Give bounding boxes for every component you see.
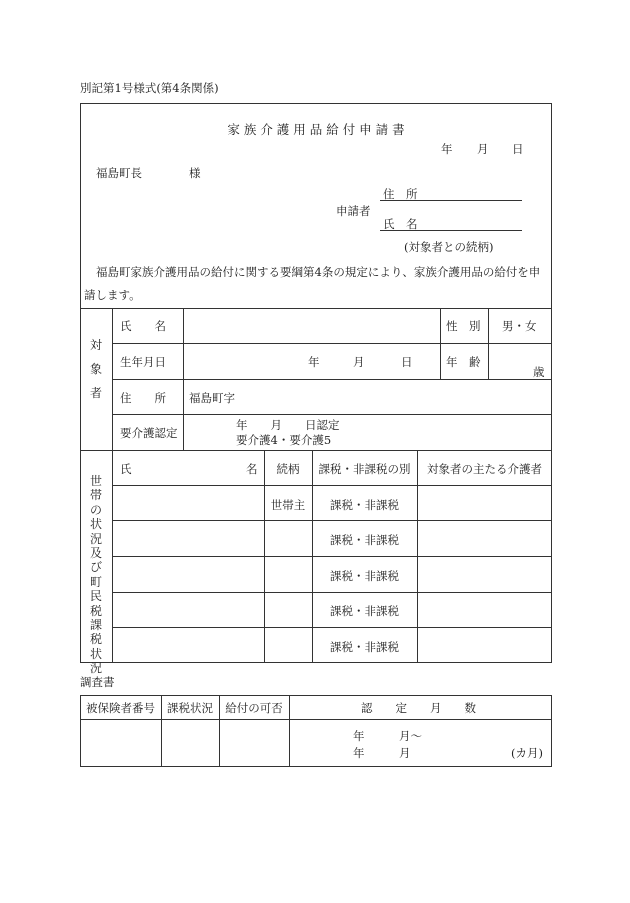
subject-section-label: 対象者 [89, 338, 102, 400]
birth-date-label: 生年月日 [120, 355, 166, 369]
survey-approval-header: 給付の可否 [225, 701, 283, 715]
survey-title: 調査書 [80, 675, 115, 689]
divider [112, 592, 552, 593]
applicant-name-field[interactable] [380, 230, 522, 231]
divider [112, 414, 552, 415]
applicant-name-label: 氏 名 [383, 217, 418, 231]
divider [183, 308, 184, 450]
date-day-label: 日 [512, 142, 524, 156]
divider [289, 695, 290, 767]
date-year-label: 年 [441, 142, 453, 156]
birth-year-label: 年 [308, 355, 320, 369]
household-row-2-tax[interactable]: 課税・非課税 [330, 533, 399, 547]
survey-tax-status-header: 課税状況 [167, 701, 213, 715]
birth-month-label: 月 [353, 355, 365, 369]
care-certification-date: 年 月 日認定 [236, 418, 340, 432]
age-label: 年 齢 [446, 355, 481, 369]
sex-value: 男・女 [502, 319, 537, 333]
applicant-address-label: 住 所 [383, 187, 418, 201]
divider [112, 379, 552, 380]
household-row-1-relation: 世帯主 [270, 498, 306, 512]
birth-day-label: 日 [401, 355, 413, 369]
household-section-label: 世帯の状況及び町民税課税状況 [89, 474, 102, 676]
care-level-options: 要介護4・要介護5 [236, 433, 332, 447]
household-caregiver-header: 対象者の主たる介護者 [427, 462, 542, 476]
survey-from-line: 年 月～ [353, 729, 422, 743]
divider [80, 308, 552, 309]
honorific: 様 [189, 166, 201, 180]
survey-months-header: 認 定 月 数 [361, 701, 476, 715]
divider [112, 520, 552, 521]
household-relation-header: 続柄 [276, 462, 300, 476]
applicant-address-field[interactable] [380, 200, 522, 201]
relation-note: (対象者との続柄) [404, 240, 494, 254]
sex-label: 性 別 [446, 319, 481, 333]
household-row-5-tax[interactable]: 課税・非課税 [330, 640, 399, 654]
divider [112, 485, 552, 486]
body-text-line-1: 福島町家族介護用品の給付に関する要綱第4条の規定により、家族介護用品の給付を申 [96, 265, 541, 279]
divider [440, 308, 441, 379]
form-number-label: 別記第1号様式(第4条関係) [80, 81, 219, 95]
household-name-header-b: 名 [246, 462, 258, 476]
applicant-label: 申請者 [336, 204, 371, 218]
household-tax-header: 課税・非課税の別 [318, 462, 411, 476]
form-title: 家 族 介 護 用 品 給 付 申 請 書 [227, 122, 405, 137]
subject-address-label: 住 所 [120, 391, 166, 405]
divider [112, 343, 552, 344]
divider [80, 450, 552, 451]
survey-to-line: 年 月 [353, 746, 411, 760]
household-row-3-tax[interactable]: 課税・非課税 [330, 569, 399, 583]
survey-months-unit: (カ月) [511, 746, 543, 760]
divider [112, 627, 552, 628]
divider [488, 308, 489, 379]
body-text-line-2: 請します。 [84, 288, 141, 302]
divider [112, 556, 552, 557]
age-unit: 歳 [533, 365, 545, 379]
addressee: 福島町長 [96, 166, 142, 180]
household-row-1-tax[interactable]: 課税・非課税 [330, 498, 399, 512]
survey-insured-number-header: 被保険者番号 [86, 701, 155, 715]
household-row-4-tax[interactable]: 課税・非課税 [330, 604, 399, 618]
subject-address-value: 福島町字 [189, 391, 235, 405]
subject-name-label: 氏 名 [120, 319, 166, 333]
divider [80, 719, 552, 720]
subject-name-field[interactable] [189, 318, 435, 336]
household-name-header-a: 氏 [120, 462, 132, 476]
care-certification-label: 要介護認定 [120, 426, 178, 440]
date-month-label: 月 [477, 142, 489, 156]
